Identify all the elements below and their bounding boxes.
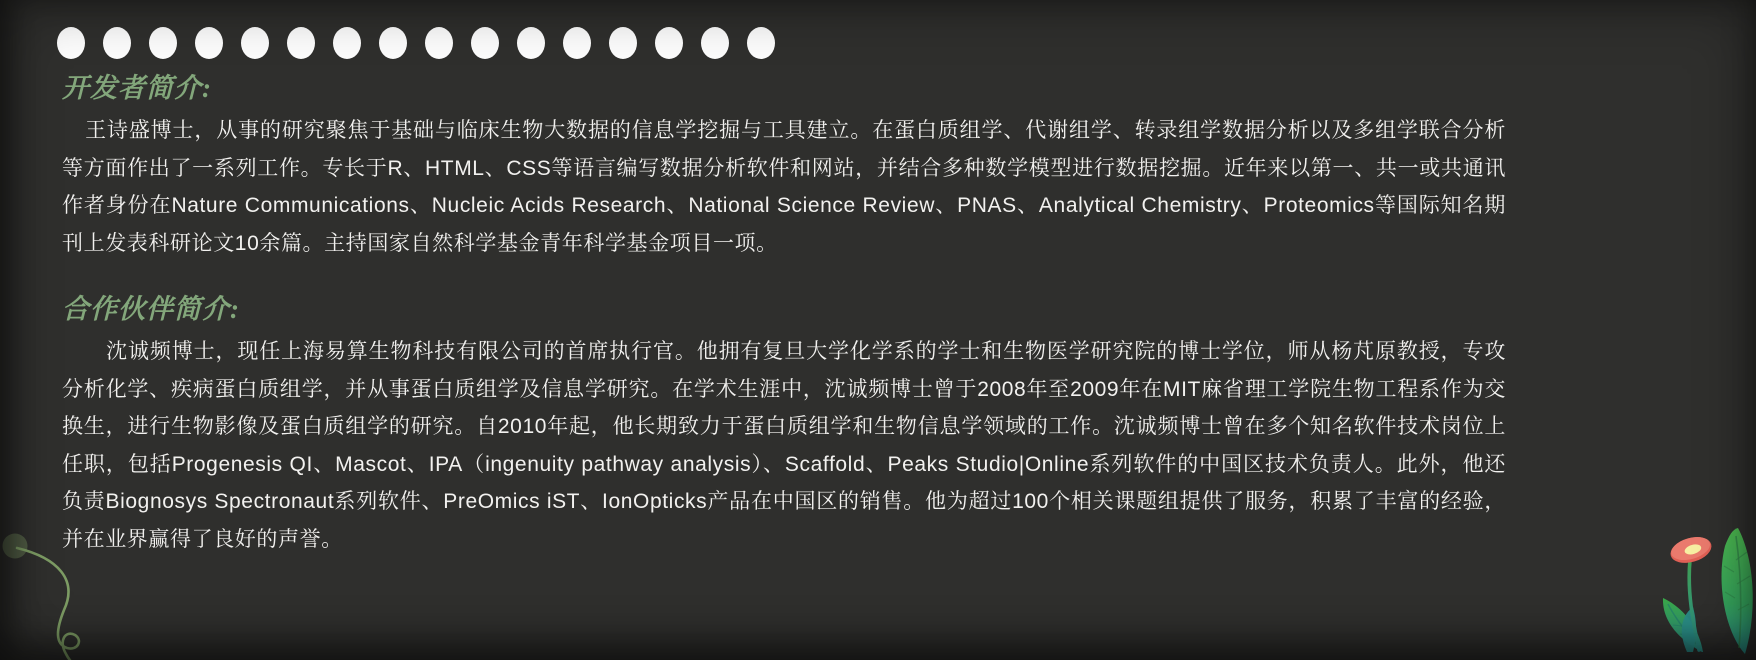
binder-hole	[57, 27, 85, 59]
binder-hole	[701, 27, 729, 59]
binder-hole	[195, 27, 223, 59]
binder-hole	[563, 27, 591, 59]
binder-hole	[655, 27, 683, 59]
binder-hole	[425, 27, 453, 59]
partner-bio-paragraph: 沈诚频博士，现任上海易算生物科技有限公司的首席执行官。他拥有复旦大学化学系的学士和生物医学研究院的博士学位，师从杨芃原教授，专攻分析化学、疾病蛋白质组学，并从事蛋白质组学及信息学研究。在学术生涯中，沈诚频博士曾于2008年至2009年在MIT麻省理工学院生物工程系作为交换生，进行生物影像及蛋白质组学的研究。自2010年起，他长期致力于蛋白质组学和生物信息学领域的工作。沈诚频博士曾在多个知名软件技术岗位上任职，包括Progenesis QI、Mascot、IPA（ingenuity pathway analysis）、Scaffold、Peaks Studio|Online系列软件的中国区技术负责人。此外，他还负责Biognosys Spectronaut系列软件、PreOmics iST、IonOpticks产品在中国区的销售。他为超过100个相关课题组提供了服务，积累了丰富的经验，并在业界赢得了良好的声誉。	[62, 340, 1506, 551]
binder-holes	[57, 27, 775, 59]
binder-hole	[333, 27, 361, 59]
binder-hole	[103, 27, 131, 59]
binder-hole	[747, 27, 775, 59]
content-area	[0, 71, 1756, 588]
partner-section	[62, 292, 1506, 558]
binder-hole	[609, 27, 637, 59]
binder-hole	[517, 27, 545, 59]
binder-hole	[241, 27, 269, 59]
developer-section-heading: 开发者简介:	[62, 73, 212, 103]
binder-hole	[149, 27, 177, 59]
developer-bio-paragraph: 王诗盛博士，从事的研究聚焦于基础与临床生物大数据的信息学挖掘与工具建立。在蛋白质组学、代谢组学、转录组学数据分析以及多组学联合分析等方面作出了一系列工作。专长于R、HTML、CSS等语言编写数据分析软件和网站，并结合多种数学模型进行数据挖掘。近年来以第一、共一或共通讯作者身份在Nature Communications、Nucleic Acids Research、National Science Review、PNAS、Analytical Chemistry、Proteomics等国际知名期刊上发表科研论文10余篇。主持国家自然科学基金青年科学基金项目一项。	[62, 119, 1506, 255]
binder-hole	[379, 27, 407, 59]
developer-section	[62, 71, 1506, 262]
partner-section-heading: 合作伙伴简介:	[62, 294, 240, 324]
binder-hole	[287, 27, 315, 59]
binder-hole	[471, 27, 499, 59]
